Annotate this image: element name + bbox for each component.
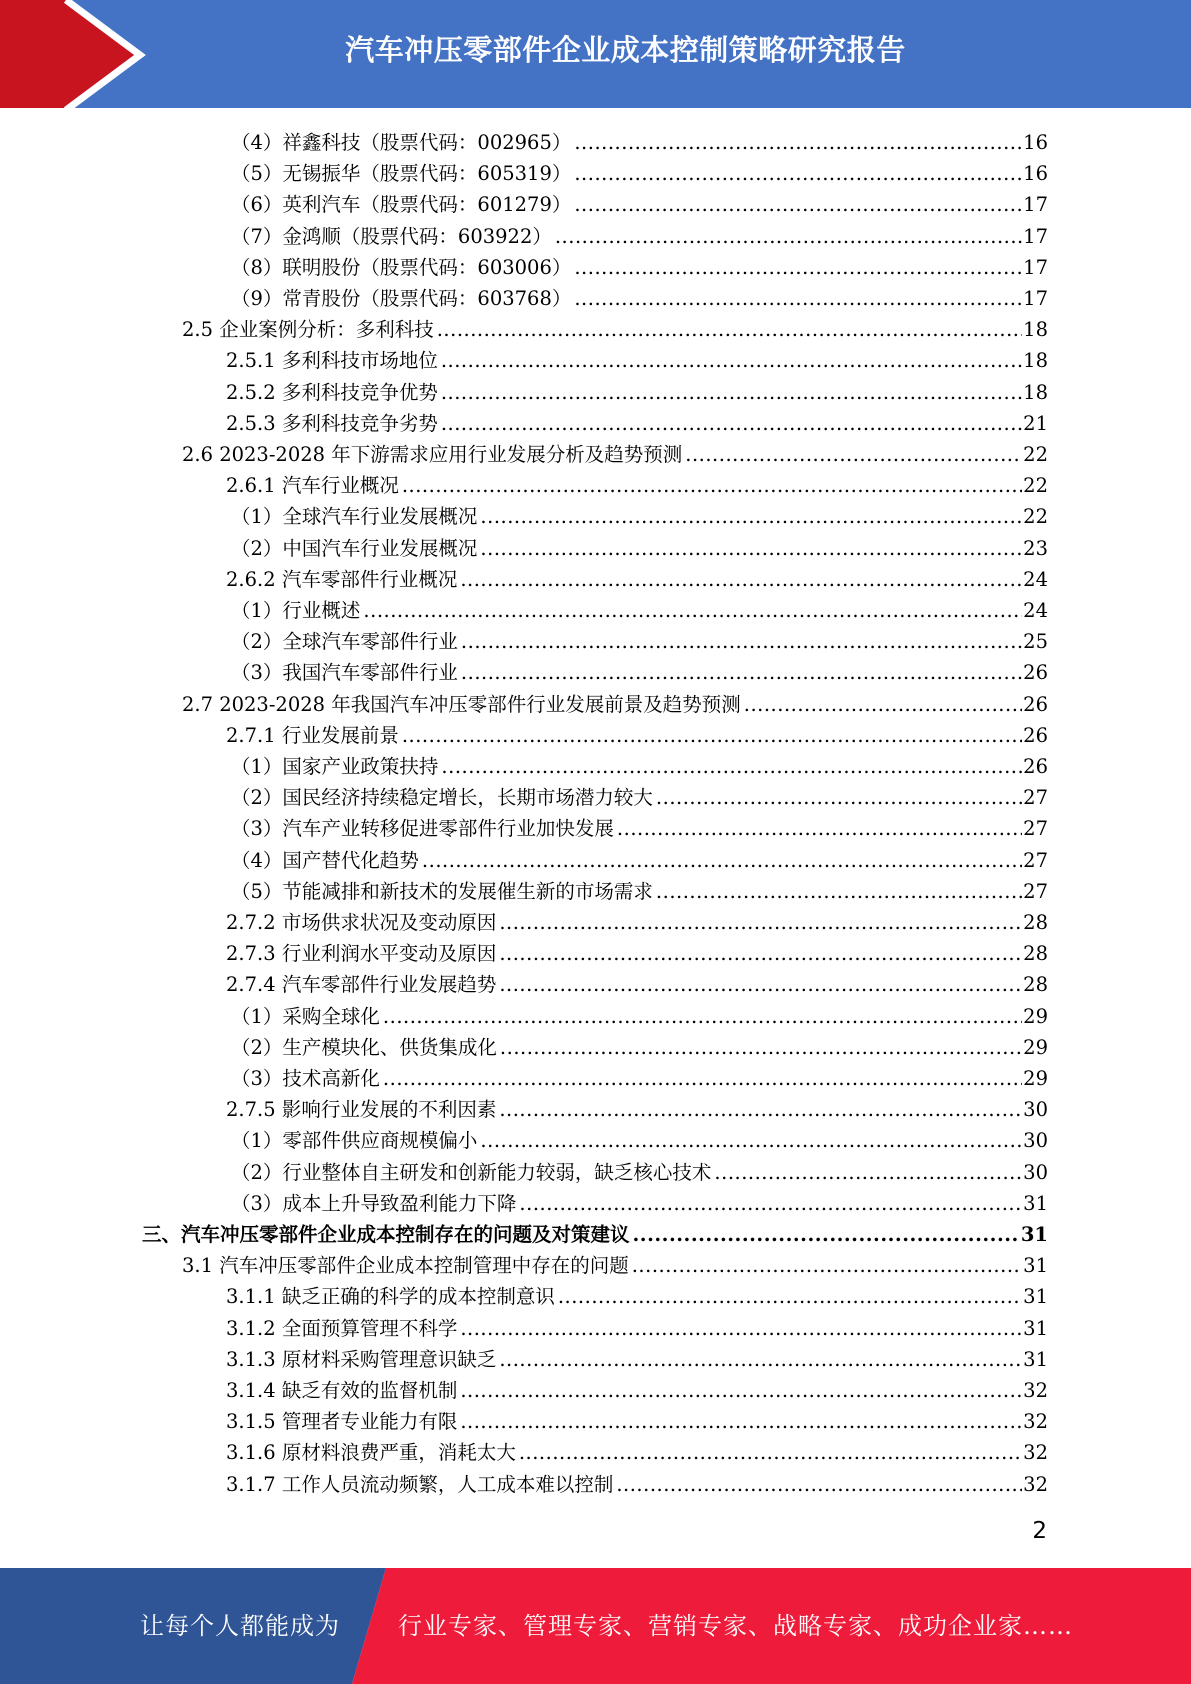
toc-dot-leader (499, 907, 1022, 938)
toc-entry-label: （2）全球汽车零部件行业 (231, 630, 458, 654)
toc-entry-label: 2.7.5 影响行业发展的不利因素 (226, 1098, 497, 1122)
toc-dot-leader (460, 1375, 1022, 1406)
toc-entry[interactable] (231, 1188, 1048, 1219)
toc-dot-leader (499, 938, 1022, 969)
toc-entry-page: 22 (1023, 505, 1048, 529)
toc-entry-label: （8）联明股份（股票代码：603006） (231, 255, 572, 279)
toc-entry-label: 2.7.1 行业发展前景 (226, 723, 399, 747)
toc-dot-leader (714, 1157, 1022, 1188)
toc-entry-page: 28 (1023, 942, 1048, 966)
toc-entry-page: 29 (1023, 1067, 1048, 1090)
toc-entry-page: 27 (1023, 848, 1048, 872)
toc-entry-page: 26 (1023, 723, 1048, 747)
toc-entry[interactable] (231, 1063, 1048, 1094)
toc-entry-page: 27 (1023, 786, 1048, 810)
toc-entry-label: （3）技术高新化 (231, 1067, 380, 1090)
toc-entry[interactable] (231, 1001, 1048, 1032)
toc-entry-label: （2）行业整体自主研发和创新能力较弱，缺乏核心技术 (231, 1160, 712, 1184)
toc-dot-leader (499, 1344, 1022, 1375)
header-divider (0, 108, 1191, 111)
toc-entry-page: 28 (1023, 911, 1048, 934)
toc-entry-page: 32 (1023, 1379, 1048, 1402)
toc-entry-page: 26 (1023, 692, 1048, 716)
toc-entry[interactable] (226, 1469, 1048, 1500)
toc-entry-label: 2.5 企业案例分析：多利科技 (182, 318, 434, 342)
toc-entry-label: 2.6.2 汽车零部件行业概况 (226, 567, 458, 591)
toc-dot-leader (441, 377, 1022, 408)
toc-entry[interactable] (182, 1250, 1048, 1281)
toc-entry[interactable] (226, 720, 1048, 751)
toc-entry[interactable] (182, 689, 1048, 720)
toc-entry[interactable] (226, 564, 1048, 595)
toc-dot-leader (460, 564, 1022, 595)
toc-entry-page: 17 (1023, 287, 1048, 310)
toc-entry[interactable] (226, 1406, 1048, 1437)
toc-entry-page: 22 (1023, 443, 1048, 466)
toc-entry-page: 30 (1023, 1160, 1048, 1184)
toc-entry-label: （6）英利汽车（股票代码：601279） (231, 193, 572, 217)
page-footer (0, 1568, 1191, 1684)
toc-dot-leader (363, 595, 1022, 626)
toc-dot-leader (616, 1469, 1022, 1500)
toc-entry-label: 3.1.3 原材料采购管理意识缺乏 (226, 1347, 497, 1371)
toc-dot-leader (402, 720, 1022, 751)
toc-dot-leader (441, 408, 1022, 439)
toc-dot-leader (558, 1281, 1022, 1312)
toc-entry[interactable] (231, 876, 1048, 907)
toc-entry-page: 30 (1023, 1098, 1048, 1122)
toc-dot-leader (574, 252, 1022, 283)
toc-entry-page: 31 (1023, 1191, 1048, 1215)
toc-entry-label: （9）常青股份（股票代码：603768） (231, 287, 572, 310)
toc-entry-page: 21 (1023, 411, 1048, 435)
toc-entry-label: 2.7.2 市场供求状况及变动原因 (226, 911, 497, 934)
toc-entry-label: （3）汽车产业转移促进零部件行业加快发展 (231, 817, 614, 841)
toc-entry[interactable] (182, 439, 1048, 470)
toc-entry[interactable] (142, 1219, 1048, 1250)
toc-entry-page: 24 (1023, 567, 1048, 591)
toc-entry-page: 23 (1023, 536, 1048, 560)
toc-entry-label: 3.1.5 管理者专业能力有限 (226, 1410, 458, 1434)
toc-dot-leader (383, 1063, 1022, 1094)
toc-entry[interactable] (231, 1125, 1048, 1156)
toc-entry-page: 24 (1023, 599, 1048, 622)
toc-entry[interactable] (231, 533, 1048, 564)
toc-entry[interactable] (226, 1437, 1048, 1468)
toc-entry[interactable] (226, 969, 1048, 1000)
toc-entry[interactable] (231, 127, 1048, 158)
toc-dot-leader (632, 1250, 1022, 1281)
toc-dot-leader (633, 1219, 1020, 1250)
toc-dot-leader (574, 127, 1022, 158)
toc-entry-page: 16 (1023, 131, 1048, 154)
toc-entry[interactable] (231, 158, 1048, 189)
toc-entry[interactable] (231, 751, 1048, 782)
footer-slogan-left: 让每个人都能成为 (140, 1612, 340, 1640)
toc-dot-leader (480, 501, 1022, 532)
toc-entry-page: 27 (1023, 817, 1048, 841)
toc-entry[interactable] (231, 1157, 1048, 1188)
toc-entry-label: （4）祥鑫科技（股票代码：002965） (231, 131, 572, 154)
toc-dot-leader (461, 657, 1022, 688)
toc-entry-page: 26 (1023, 661, 1048, 685)
toc-entry-label: 2.5.2 多利科技竞争优势 (226, 380, 438, 404)
header-red-shape (0, 0, 140, 110)
toc-entry-page: 18 (1023, 318, 1048, 342)
toc-entry-page: 31 (1020, 1223, 1048, 1246)
toc-entry-label: （3）我国汽车零部件行业 (231, 661, 458, 685)
toc-entry-label: （1）采购全球化 (231, 1004, 380, 1028)
toc-entry-label: （1）全球汽车行业发展概况 (231, 505, 478, 529)
toc-entry-label: （4）国产替代化趋势 (231, 848, 419, 872)
header-chevron-icon (0, 0, 160, 110)
toc-dot-leader (441, 751, 1022, 782)
toc-entry-label: （7）金鸿顺（股票代码：603922） (231, 224, 552, 248)
toc-entry[interactable] (231, 252, 1048, 283)
toc-entry-page: 31 (1023, 1285, 1048, 1309)
toc-dot-leader (441, 345, 1022, 376)
toc-dot-leader (383, 1001, 1022, 1032)
toc-entry-page: 31 (1023, 1316, 1048, 1340)
toc-entry[interactable] (231, 189, 1048, 220)
toc-entry-page: 29 (1023, 1035, 1048, 1059)
toc-entry-label: （5）无锡振华（股票代码：605319） (231, 162, 572, 186)
toc-entry-page: 25 (1023, 630, 1048, 654)
toc-dot-leader (460, 1313, 1022, 1344)
toc-entry-label: （2）国民经济持续稳定增长，长期市场潜力较大 (231, 786, 653, 810)
toc-entry-label: （1）国家产业政策扶持 (231, 755, 439, 778)
toc-entry-label: 2.5.1 多利科技市场地位 (226, 349, 438, 373)
toc-entry[interactable] (226, 377, 1048, 408)
toc-entry-label: 3.1.1 缺乏正确的科学的成本控制意识 (226, 1285, 555, 1309)
toc-dot-leader (656, 782, 1022, 813)
toc-entry-page: 31 (1023, 1254, 1048, 1278)
toc-entry-page: 17 (1023, 193, 1048, 217)
toc-entry-page: 31 (1023, 1347, 1048, 1371)
toc-entry-page: 27 (1023, 879, 1048, 903)
toc-entry-page: 30 (1023, 1129, 1048, 1153)
toc-entry-label: 三、汽车冲压零部件企业成本控制存在的问题及对策建议 (142, 1223, 630, 1246)
toc-entry[interactable] (226, 1313, 1048, 1344)
toc-dot-leader (461, 626, 1022, 657)
page-number: 2 (1032, 1518, 1047, 1544)
toc-dot-leader (685, 439, 1022, 470)
toc-entry[interactable] (231, 501, 1048, 532)
toc-entry-page: 32 (1023, 1410, 1048, 1434)
toc-dot-leader (519, 1188, 1022, 1219)
toc-entry-page: 29 (1023, 1004, 1048, 1028)
toc-dot-leader (617, 813, 1022, 844)
toc-dot-leader (744, 689, 1022, 720)
toc-entry-page: 26 (1023, 755, 1048, 778)
toc-entry[interactable] (231, 782, 1048, 813)
toc-entry-label: （5）节能减排和新技术的发展催生新的市场需求 (231, 879, 653, 903)
toc-entry-label: （2）生产模块化、供货集成化 (231, 1035, 497, 1059)
toc-dot-leader (437, 314, 1022, 345)
footer-slogan-right: 行业专家、管理专家、营销专家、战略专家、成功企业家…… (398, 1612, 1073, 1640)
toc-entry-label: 2.7.4 汽车零部件行业发展趋势 (226, 973, 497, 997)
toc-entry-label: 3.1.4 缺乏有效的监督机制 (226, 1379, 458, 1402)
toc-entry[interactable] (231, 813, 1048, 844)
toc-entry-page: 32 (1023, 1472, 1048, 1496)
toc-dot-leader (422, 845, 1022, 876)
page-header (0, 0, 1191, 110)
toc-entry-label: 2.6.1 汽车行业概况 (226, 474, 399, 498)
toc-entry-label: 2.7 2023-2028 年我国汽车冲压零部件行业发展前景及趋势预测 (182, 692, 741, 716)
report-title: 汽车冲压零部件企业成本控制策略研究报告 (345, 33, 906, 67)
toc-entry-label: （1）行业概述 (231, 599, 361, 622)
toc-entry[interactable] (226, 907, 1048, 938)
toc-dot-leader (460, 1406, 1022, 1437)
toc-entry-label: （1）零部件供应商规模偏小 (231, 1129, 478, 1153)
toc-dot-leader (574, 158, 1022, 189)
toc-entry[interactable] (226, 470, 1048, 501)
toc-entry-label: （3）成本上升导致盈利能力下降 (231, 1191, 517, 1215)
toc-entry-page: 17 (1023, 255, 1048, 279)
toc-entry-label: 3.1.6 原材料浪费严重，消耗太大 (226, 1441, 516, 1465)
toc-entry[interactable] (226, 1344, 1048, 1375)
toc-entry[interactable] (231, 221, 1048, 252)
toc-dot-leader (656, 876, 1022, 907)
toc-dot-leader (480, 533, 1022, 564)
toc-entry-label: 3.1.7 工作人员流动频繁，人工成本难以控制 (226, 1472, 614, 1496)
toc-dot-leader (500, 1032, 1022, 1063)
toc-entry[interactable] (231, 595, 1048, 626)
toc-entry[interactable] (231, 1032, 1048, 1063)
toc-entry-page: 16 (1023, 162, 1048, 186)
toc-dot-leader (402, 470, 1022, 501)
toc-dot-leader (499, 1094, 1022, 1125)
toc-entry-page: 22 (1023, 474, 1048, 498)
toc-entry-label: 2.5.3 多利科技竞争劣势 (226, 411, 438, 435)
toc-entry[interactable] (231, 626, 1048, 657)
toc-dot-leader (574, 189, 1022, 220)
toc-entry-label: 2.6 2023-2028 年下游需求应用行业发展分析及趋势预测 (182, 443, 683, 466)
toc-entry-page: 32 (1023, 1441, 1048, 1465)
toc-entry-label: 2.7.3 行业利润水平变动及原因 (226, 942, 497, 966)
toc-entry-label: （2）中国汽车行业发展概况 (231, 536, 478, 560)
toc-entry-page: 28 (1023, 973, 1048, 997)
toc-entry[interactable] (231, 657, 1048, 688)
toc-entry-page: 18 (1023, 349, 1048, 373)
toc-dot-leader (480, 1125, 1022, 1156)
toc-entry[interactable] (226, 1375, 1048, 1406)
toc-entry-page: 17 (1023, 224, 1048, 248)
toc-dot-leader (519, 1437, 1022, 1468)
toc-entry-page: 18 (1023, 380, 1048, 404)
toc-entry[interactable] (231, 845, 1048, 876)
toc-entry[interactable] (231, 283, 1048, 314)
toc-entry[interactable] (226, 938, 1048, 969)
toc-entry[interactable] (182, 314, 1048, 345)
toc-entry-label: 3.1.2 全面预算管理不科学 (226, 1316, 458, 1340)
toc-entry[interactable] (226, 345, 1048, 376)
toc-entry[interactable] (226, 408, 1048, 439)
toc-dot-leader (574, 283, 1022, 314)
toc-entry[interactable] (226, 1094, 1048, 1125)
toc-entry-label: 3.1 汽车冲压零部件企业成本控制管理中存在的问题 (182, 1254, 629, 1278)
toc-dot-leader (499, 969, 1022, 1000)
toc-dot-leader (555, 221, 1022, 252)
toc-entry[interactable] (226, 1281, 1048, 1312)
